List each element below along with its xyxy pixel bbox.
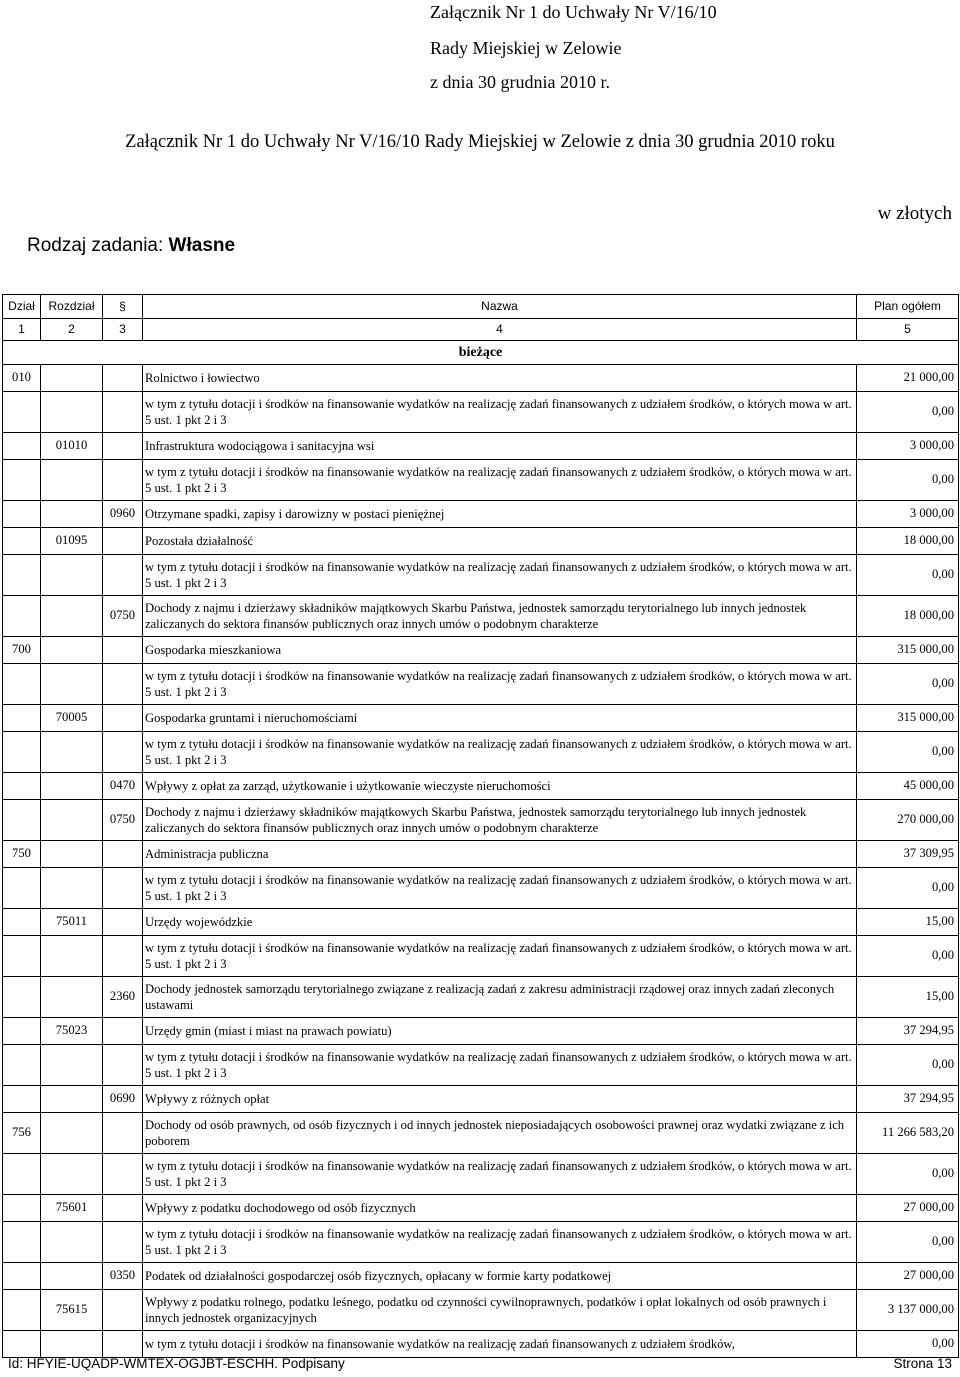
cell-rozdzial: [41, 1331, 103, 1358]
table-row: [3, 773, 959, 800]
cell-plan: 21 000,00: [857, 365, 959, 392]
cell-dzial: [3, 705, 41, 732]
cell-nazwa: Urzędy gmin (miast i miast na prawach powiatu): [143, 1018, 857, 1045]
cell-dzial: [3, 555, 41, 596]
cell-nazwa: w tym z tytułu dotacji i środków na finansowanie wydatków na realizację zadań finansowanych z udziałem środków, o których mowa w art. 5 ust. 1 pkt 2 i 3: [143, 732, 857, 773]
cell-dzial: [3, 1290, 41, 1331]
cell-paragraph: 0350: [103, 1263, 143, 1290]
cell-paragraph: [103, 433, 143, 460]
cell-dzial: [3, 1045, 41, 1086]
cell-rozdzial: 75023: [41, 1018, 103, 1045]
cell-paragraph: [103, 664, 143, 705]
cell-dzial: 750: [3, 841, 41, 868]
cell-rozdzial: [41, 596, 103, 637]
cell-dzial: 756: [3, 1113, 41, 1154]
cell-nazwa: w tym z tytułu dotacji i środków na finansowanie wydatków na realizację zadań finansowanych z udziałem środków, o których mowa w art. 5 ust. 1 pkt 2 i 3: [143, 664, 857, 705]
cell-nazwa: w tym z tytułu dotacji i środków na finansowanie wydatków na realizację zadań finansowanych z udziałem środków, o których mowa w art. 5 ust. 1 pkt 2 i 3: [143, 392, 857, 433]
table-row: [3, 841, 959, 868]
table-row: [3, 732, 959, 773]
section-label: bieżące: [3, 341, 959, 365]
table-row: [3, 1290, 959, 1331]
cell-rozdzial: [41, 365, 103, 392]
table-row: [3, 501, 959, 528]
cell-paragraph: [103, 1045, 143, 1086]
cell-dzial: [3, 800, 41, 841]
cell-paragraph: [103, 868, 143, 909]
cell-nazwa: Gospodarka gruntami i nieruchomościami: [143, 705, 857, 732]
cell-dzial: [3, 596, 41, 637]
cell-plan: 3 137 000,00: [857, 1290, 959, 1331]
cell-dzial: [3, 460, 41, 501]
cell-rozdzial: 70005: [41, 705, 103, 732]
cell-dzial: [3, 868, 41, 909]
col-header-plan: Plan ogółem: [857, 295, 959, 319]
cell-paragraph: [103, 841, 143, 868]
cell-dzial: 700: [3, 637, 41, 664]
header-row: [3, 295, 959, 319]
cell-nazwa: w tym z tytułu dotacji i środków na finansowanie wydatków na realizację zadań finansowanych z udziałem środków, o których mowa w art. 5 ust. 1 pkt 2 i 3: [143, 1222, 857, 1263]
cell-nazwa: Rolnictwo i łowiectwo: [143, 365, 857, 392]
cell-nazwa: w tym z tytułu dotacji i środków na finansowanie wydatków na realizację zadań finansowanych z udziałem środków,: [143, 1331, 857, 1358]
cell-rozdzial: [41, 936, 103, 977]
cell-plan: 0,00: [857, 1222, 959, 1263]
cell-rozdzial: [41, 460, 103, 501]
footer-page-number: Strona 13: [893, 1356, 952, 1371]
cell-rozdzial: 75615: [41, 1290, 103, 1331]
cell-plan: 27 000,00: [857, 1195, 959, 1222]
cell-dzial: [3, 977, 41, 1018]
cell-nazwa: Otrzymane spadki, zapisy i darowizny w postaci pieniężnej: [143, 501, 857, 528]
column-number-row: [3, 319, 959, 341]
cell-nazwa: Dochody od osób prawnych, od osób fizycznych i od innych jednostek nieposiadających osobowości prawnej oraz wydatki związane z ich poborem: [143, 1113, 857, 1154]
cell-plan: 18 000,00: [857, 528, 959, 555]
cell-nazwa: Dochody jednostek samorządu terytorialnego związane z realizacją zadań z zakresu administracji rządowej oraz innych zadań zleconych ustawami: [143, 977, 857, 1018]
cell-rozdzial: 75011: [41, 909, 103, 936]
cell-paragraph: [103, 392, 143, 433]
cell-nazwa: w tym z tytułu dotacji i środków na finansowanie wydatków na realizację zadań finansowanych z udziałem środków, o których mowa w art. 5 ust. 1 pkt 2 i 3: [143, 868, 857, 909]
cell-rozdzial: [41, 1263, 103, 1290]
cell-rozdzial: 75601: [41, 1195, 103, 1222]
cell-nazwa: Podatek od działalności gospodarczej osób fizycznych, opłacany w formie karty podatkowej: [143, 1263, 857, 1290]
footer-document-id: Id: HFYIE-UQADP-WMTEX-OGJBT-ESCHH. Podpisany: [8, 1356, 345, 1371]
table-row: [3, 1113, 959, 1154]
cell-paragraph: [103, 936, 143, 977]
col-header-dzial: Dział: [3, 295, 41, 319]
cell-nazwa: Infrastruktura wodociągowa i sanitacyjna wsi: [143, 433, 857, 460]
cell-dzial: [3, 1086, 41, 1113]
cell-nazwa: Dochody z najmu i dzierżawy składników majątkowych Skarbu Państwa, jednostek samorządu terytorialnego lub innych jednostek zaliczanych do sektora finansów publicznych oraz innych umów o podobnym charakterze: [143, 800, 857, 841]
cell-dzial: [3, 501, 41, 528]
cell-dzial: [3, 773, 41, 800]
header-line-2: Rady Miejskiej w Zelowie: [430, 38, 622, 58]
cell-dzial: [3, 433, 41, 460]
cell-paragraph: [103, 909, 143, 936]
cell-plan: 0,00: [857, 1331, 959, 1358]
cell-paragraph: [103, 705, 143, 732]
document-title: Załącznik Nr 1 do Uchwały Nr V/16/10 Rady Miejskiej w Zelowie z dnia 30 grudnia 2010 roku: [125, 132, 835, 152]
cell-plan: 37 294,95: [857, 1086, 959, 1113]
table-row: [3, 936, 959, 977]
cell-plan: 0,00: [857, 936, 959, 977]
cell-dzial: [3, 1263, 41, 1290]
col-header-rozdzial: Rozdział: [41, 295, 103, 319]
cell-paragraph: 2360: [103, 977, 143, 1018]
table-row: [3, 460, 959, 501]
table-row: [3, 1086, 959, 1113]
table-row: [3, 365, 959, 392]
table-row: [3, 977, 959, 1018]
cell-rozdzial: [41, 732, 103, 773]
cell-paragraph: [103, 555, 143, 596]
cell-nazwa: Dochody z najmu i dzierżawy składników majątkowych Skarbu Państwa, jednostek samorządu terytorialnego lub innych jednostek zaliczanych do sektora finansów publicznych oraz innych umów o podobnym charakterze: [143, 596, 857, 637]
cell-plan: 0,00: [857, 664, 959, 705]
table-row: [3, 664, 959, 705]
cell-nazwa: Urzędy wojewódzkie: [143, 909, 857, 936]
col-number-5: 5: [857, 319, 959, 341]
cell-paragraph: [103, 1290, 143, 1331]
cell-plan: 0,00: [857, 1154, 959, 1195]
cell-paragraph: [103, 637, 143, 664]
cell-nazwa: w tym z tytułu dotacji i środków na finansowanie wydatków na realizację zadań finansowanych z udziałem środków, o których mowa w art. 5 ust. 1 pkt 2 i 3: [143, 460, 857, 501]
cell-plan: 3 000,00: [857, 433, 959, 460]
cell-dzial: [3, 528, 41, 555]
cell-rozdzial: [41, 1086, 103, 1113]
cell-plan: 0,00: [857, 460, 959, 501]
cell-plan: 0,00: [857, 392, 959, 433]
cell-nazwa: Administracja publiczna: [143, 841, 857, 868]
table-row: [3, 1222, 959, 1263]
cell-dzial: [3, 1331, 41, 1358]
cell-rozdzial: [41, 555, 103, 596]
cell-nazwa: Wpływy z podatku rolnego, podatku leśnego, podatku od czynności cywilnoprawnych, podatków i opłat lokalnych od osób prawnych i innych jednostek organizacyjnych: [143, 1290, 857, 1331]
cell-paragraph: [103, 460, 143, 501]
table-row: [3, 1045, 959, 1086]
cell-plan: 270 000,00: [857, 800, 959, 841]
cell-dzial: [3, 936, 41, 977]
table-row: [3, 1263, 959, 1290]
cell-paragraph: 0470: [103, 773, 143, 800]
cell-dzial: [3, 1222, 41, 1263]
cell-nazwa: Wpływy z podatku dochodowego od osób fizycznych: [143, 1195, 857, 1222]
cell-rozdzial: [41, 637, 103, 664]
section-row: [3, 341, 959, 365]
cell-plan: 3 000,00: [857, 501, 959, 528]
cell-paragraph: 0690: [103, 1086, 143, 1113]
table-row: [3, 1195, 959, 1222]
task-type-value: Własne: [168, 235, 236, 256]
cell-paragraph: [103, 528, 143, 555]
cell-paragraph: 0750: [103, 596, 143, 637]
cell-dzial: [3, 1195, 41, 1222]
col-header-paragraph: §: [103, 295, 143, 319]
cell-rozdzial: [41, 773, 103, 800]
cell-nazwa: Gospodarka mieszkaniowa: [143, 637, 857, 664]
table-row: [3, 800, 959, 841]
cell-paragraph: [103, 1018, 143, 1045]
cell-plan: 45 000,00: [857, 773, 959, 800]
cell-plan: 0,00: [857, 732, 959, 773]
cell-plan: 18 000,00: [857, 596, 959, 637]
cell-rozdzial: [41, 800, 103, 841]
cell-dzial: [3, 909, 41, 936]
cell-rozdzial: [41, 868, 103, 909]
cell-plan: 11 266 583,20: [857, 1113, 959, 1154]
cell-paragraph: 0960: [103, 501, 143, 528]
cell-nazwa: Wpływy z opłat za zarząd, użytkowanie i użytkowanie wieczyste nieruchomości: [143, 773, 857, 800]
cell-rozdzial: [41, 1045, 103, 1086]
revenue-table: [2, 294, 959, 1358]
footer-rule: [6, 1330, 954, 1331]
table-row: [3, 392, 959, 433]
table-row: [3, 909, 959, 936]
cell-nazwa: Pozostała działalność: [143, 528, 857, 555]
table-row: [3, 528, 959, 555]
table-row: [3, 1018, 959, 1045]
cell-dzial: [3, 664, 41, 705]
cell-rozdzial: [41, 1113, 103, 1154]
table-row: [3, 868, 959, 909]
col-number-3: 3: [103, 319, 143, 341]
cell-plan: 0,00: [857, 868, 959, 909]
table-row: [3, 705, 959, 732]
cell-paragraph: [103, 1331, 143, 1358]
table-row: [3, 637, 959, 664]
cell-plan: 27 000,00: [857, 1263, 959, 1290]
cell-paragraph: [103, 1195, 143, 1222]
header-line-1: Załącznik Nr 1 do Uchwały Nr V/16/10: [430, 2, 717, 22]
cell-nazwa: w tym z tytułu dotacji i środków na finansowanie wydatków na realizację zadań finansowanych z udziałem środków, o których mowa w art. 5 ust. 1 pkt 2 i 3: [143, 1154, 857, 1195]
cell-nazwa: w tym z tytułu dotacji i środków na finansowanie wydatków na realizację zadań finansowanych z udziałem środków, o których mowa w art. 5 ust. 1 pkt 2 i 3: [143, 1045, 857, 1086]
cell-rozdzial: [41, 501, 103, 528]
cell-plan: 315 000,00: [857, 705, 959, 732]
col-number-1: 1: [3, 319, 41, 341]
cell-rozdzial: [41, 392, 103, 433]
cell-rozdzial: 01010: [41, 433, 103, 460]
cell-dzial: [3, 1154, 41, 1195]
table-row: [3, 1331, 959, 1358]
table-row: [3, 433, 959, 460]
cell-paragraph: [103, 1222, 143, 1263]
task-type: [27, 235, 235, 257]
header-line-3: z dnia 30 grudnia 2010 r.: [430, 72, 610, 92]
cell-plan: 0,00: [857, 555, 959, 596]
cell-rozdzial: 01095: [41, 528, 103, 555]
cell-nazwa: Wpływy z różnych opłat: [143, 1086, 857, 1113]
cell-dzial: [3, 1018, 41, 1045]
cell-plan: 37 294,95: [857, 1018, 959, 1045]
cell-paragraph: [103, 1154, 143, 1195]
cell-dzial: [3, 392, 41, 433]
cell-rozdzial: [41, 664, 103, 705]
col-number-4: 4: [143, 319, 857, 341]
cell-paragraph: [103, 1113, 143, 1154]
table-row: [3, 596, 959, 637]
cell-dzial: 010: [3, 365, 41, 392]
units-label: w złotych: [877, 203, 952, 224]
cell-rozdzial: [41, 977, 103, 1018]
cell-nazwa: w tym z tytułu dotacji i środków na finansowanie wydatków na realizację zadań finansowanych z udziałem środków, o których mowa w art. 5 ust. 1 pkt 2 i 3: [143, 555, 857, 596]
task-type-label: Rodzaj zadania:: [27, 235, 169, 256]
col-header-nazwa: Nazwa: [143, 295, 857, 319]
cell-paragraph: 0750: [103, 800, 143, 841]
cell-paragraph: [103, 732, 143, 773]
cell-plan: 15,00: [857, 909, 959, 936]
cell-nazwa: w tym z tytułu dotacji i środków na finansowanie wydatków na realizację zadań finansowanych z udziałem środków, o których mowa w art. 5 ust. 1 pkt 2 i 3: [143, 936, 857, 977]
cell-plan: 315 000,00: [857, 637, 959, 664]
cell-plan: 37 309,95: [857, 841, 959, 868]
col-number-2: 2: [41, 319, 103, 341]
table-row: [3, 555, 959, 596]
cell-dzial: [3, 732, 41, 773]
cell-rozdzial: [41, 1222, 103, 1263]
cell-plan: 15,00: [857, 977, 959, 1018]
cell-rozdzial: [41, 841, 103, 868]
cell-paragraph: [103, 365, 143, 392]
cell-rozdzial: [41, 1154, 103, 1195]
table-row: [3, 1154, 959, 1195]
cell-plan: 0,00: [857, 1045, 959, 1086]
